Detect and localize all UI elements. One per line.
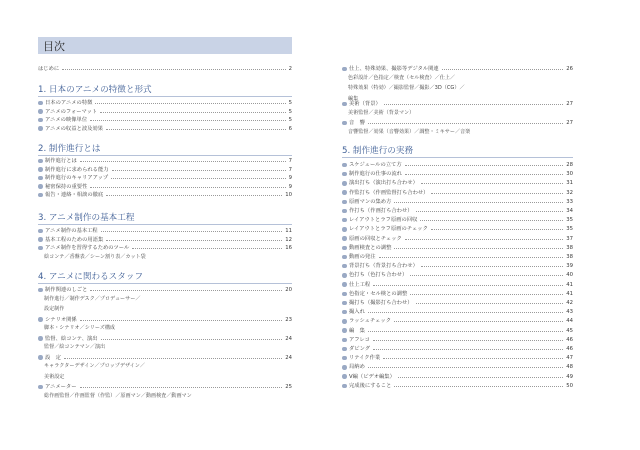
- toc-entry-label: 動画の発注: [349, 254, 376, 260]
- dot-leader: [80, 157, 286, 162]
- toc-entry-page: 24: [285, 335, 292, 342]
- bullet-icon: [342, 121, 347, 126]
- toc-entry[interactable]: [38, 236, 292, 244]
- bullet-icon: [38, 336, 43, 341]
- toc-entry-page: 7: [288, 166, 292, 173]
- toc-sub-entry: 特殊効果（特効）／撮影監督／撮影／3D（CG）／: [348, 85, 465, 91]
- toc-sub-entry: 制作進行／制作デスク／プロデューサー／: [44, 295, 141, 302]
- toc-entry-page: 46: [566, 346, 573, 352]
- bullet-icon: [342, 282, 347, 287]
- bullet-icon: [342, 181, 347, 186]
- section-heading: 3. アニメ制作の基本工程: [38, 212, 292, 225]
- section-heading: 2. 制作進行とは: [38, 143, 292, 156]
- toc-entry-page: 38: [566, 244, 573, 251]
- toc-entry-label: 基本工程のための用語集: [45, 236, 104, 243]
- bullet-icon: [342, 163, 347, 168]
- toc-entry[interactable]: [38, 99, 292, 107]
- toc-entry-page: 23: [285, 316, 292, 323]
- toc-entry[interactable]: [38, 286, 292, 294]
- toc-entry-label: ラッシュチェック: [349, 318, 392, 325]
- toc-entry-page: 28: [566, 162, 573, 168]
- toc-sub-entry: 脚本・シナリオ／シリーズ構成: [44, 325, 116, 331]
- toc-entry-label: 動画検査との調整: [349, 244, 392, 251]
- toc-entry-label: 音 響: [349, 120, 365, 126]
- bullet-icon: [38, 126, 43, 131]
- dot-leader: [100, 108, 285, 113]
- toc-entry-label: 作打ち（作画打ち合わせ）: [349, 208, 413, 214]
- bullet-icon: [342, 255, 347, 260]
- bullet-icon: [342, 246, 347, 251]
- toc-entry-label: リテイク作業: [349, 355, 381, 362]
- toc-entry-label: はじめに: [38, 66, 60, 72]
- toc-entry-label: 美術（背景）: [349, 101, 381, 107]
- dot-leader: [112, 166, 286, 171]
- toc-entry-label: 撮入れ: [349, 309, 365, 316]
- toc-entry-page: 11: [285, 228, 292, 234]
- dot-leader: [101, 335, 283, 340]
- bullet-icon: [342, 67, 347, 72]
- dot-leader: [111, 174, 285, 179]
- toc-entry-label: アニメの映像単位: [45, 117, 88, 123]
- bullet-icon: [38, 246, 43, 251]
- toc-entry-page: 31: [566, 180, 573, 187]
- toc-title: 目次: [43, 40, 65, 53]
- toc-entry-label: 日本のアニメの特徴: [45, 100, 93, 106]
- toc-entry-page: 5: [288, 108, 292, 115]
- toc-sub-entry: 色彩設計／色指定／検査（セル検査）／仕上／: [348, 74, 455, 81]
- toc-entry-label: 仕上、特殊効果、撮影等デジタル関連: [349, 66, 439, 72]
- toc-entry-page: 9: [288, 183, 292, 190]
- toc-entry-page: 41: [566, 281, 573, 288]
- dot-leader: [373, 345, 563, 350]
- toc-sub-entry: 美術設定: [44, 373, 65, 380]
- toc-entry-label: レイアウトとラフ原画のチェック: [349, 226, 428, 233]
- bullet-icon: [38, 101, 43, 106]
- dot-leader: [95, 99, 285, 104]
- toc-entry-page: 20: [285, 287, 292, 293]
- toc-entry-page: 27: [566, 120, 573, 126]
- dot-leader: [106, 191, 282, 196]
- section-heading: 4. アニメに関わるスタッフ: [38, 271, 292, 284]
- toc-entry-page: 40: [566, 272, 573, 279]
- toc-entry-page: 10: [285, 192, 292, 198]
- toc-entry[interactable]: [342, 179, 573, 187]
- dot-leader: [384, 100, 563, 105]
- toc-entry-page: 25: [285, 384, 292, 390]
- toc-entry-label: 報告・連絡・相談の徹底: [45, 192, 104, 198]
- toc-entry[interactable]: [342, 354, 573, 362]
- dot-leader: [394, 198, 563, 203]
- toc-entry-label: 設 定: [45, 354, 61, 361]
- toc-entry-page: 2: [288, 66, 292, 72]
- dot-leader: [90, 183, 285, 188]
- bullet-icon: [342, 374, 347, 379]
- toc-entry-page: 38: [566, 254, 573, 260]
- dot-leader: [410, 290, 563, 295]
- toc-entry[interactable]: [342, 345, 573, 353]
- bullet-icon: [342, 384, 347, 389]
- bullet-icon: [342, 190, 347, 195]
- toc-entry-page: 39: [566, 263, 573, 270]
- dot-leader: [405, 170, 563, 175]
- bullet-icon: [38, 167, 43, 172]
- toc-entry[interactable]: [38, 108, 292, 116]
- dot-leader: [383, 354, 563, 359]
- toc-sub-entry: 設定制作: [44, 306, 65, 312]
- dot-leader: [106, 236, 282, 241]
- toc-entry[interactable]: [38, 116, 292, 124]
- bullet-icon: [342, 218, 347, 223]
- dot-leader: [394, 317, 563, 322]
- toc-entry-page: 26: [566, 66, 573, 72]
- toc-entry[interactable]: [342, 244, 573, 252]
- toc-entry[interactable]: [342, 216, 573, 224]
- toc-entry[interactable]: [342, 253, 573, 261]
- toc-entry-page: 43: [566, 309, 573, 316]
- toc-entry[interactable]: [342, 207, 573, 215]
- dot-leader: [421, 262, 563, 267]
- bullet-icon: [342, 347, 347, 352]
- toc-entry-page: 35: [566, 226, 573, 233]
- dot-leader: [405, 235, 563, 240]
- bullet-icon: [342, 236, 347, 241]
- toc-entry[interactable]: [38, 227, 292, 235]
- bullet-icon: [38, 193, 43, 198]
- toc-entry-page: 45: [566, 327, 573, 334]
- dot-leader: [410, 271, 563, 276]
- dot-leader: [431, 225, 563, 230]
- bullet-icon: [342, 102, 347, 107]
- bullet-icon: [342, 264, 347, 269]
- dot-leader: [90, 286, 282, 291]
- dot-leader: [373, 281, 563, 286]
- bullet-icon: [342, 227, 347, 232]
- toc-entry-label: シナリオ関係: [45, 316, 77, 323]
- toc-entry-page: 41: [566, 290, 573, 297]
- toc-entry-page: 7: [288, 158, 292, 164]
- toc-entry-label: アニメ制作の基本工程: [45, 228, 98, 234]
- bullet-icon: [38, 176, 43, 181]
- toc-entry[interactable]: [38, 174, 292, 182]
- toc-entry[interactable]: [38, 191, 292, 199]
- toc-entry-page: 44: [566, 318, 573, 325]
- toc-entry-label: 演出打ち（演出打ち合わせ）: [349, 180, 418, 187]
- dot-leader: [405, 161, 564, 166]
- bullet-icon: [38, 317, 43, 322]
- dot-leader: [132, 244, 282, 249]
- toc-entry[interactable]: [342, 235, 573, 243]
- bullet-icon: [342, 356, 347, 361]
- toc-entry-label: 原画の回収とチェック: [349, 235, 402, 242]
- toc-entry-page: 9: [288, 175, 292, 181]
- bullet-icon: [342, 310, 347, 315]
- toc-entry-page: 50: [566, 382, 573, 389]
- bullet-icon: [342, 328, 347, 333]
- toc-entry-label: 完成後にすること: [349, 382, 392, 389]
- toc-entry-label: 仕上工程: [349, 281, 371, 288]
- dot-leader: [442, 65, 564, 70]
- toc-entry[interactable]: [342, 100, 573, 108]
- toc-entry[interactable]: [342, 262, 573, 270]
- toc-entry-page: 35: [566, 217, 573, 224]
- toc-entry-label: 撮打ち（撮影打ち合わせ）: [349, 300, 413, 306]
- toc-entry-page: 6: [288, 125, 292, 132]
- toc-entry-label: スケジュールの立て方: [349, 162, 402, 168]
- toc-entry-page: 30: [566, 171, 573, 178]
- bullet-icon: [342, 292, 347, 297]
- bullet-icon: [342, 273, 347, 278]
- toc-entry[interactable]: [342, 225, 573, 233]
- toc-sub-entry: 音響監督／効果（音響効果）／調整・ミキサー／音楽: [348, 128, 471, 135]
- dot-leader: [368, 327, 563, 332]
- bullet-icon: [342, 319, 347, 324]
- dot-leader: [394, 382, 563, 387]
- bullet-icon: [342, 200, 347, 205]
- toc-entry[interactable]: [342, 299, 573, 307]
- dot-leader: [420, 216, 563, 221]
- dot-leader: [64, 354, 282, 359]
- dot-leader: [431, 189, 563, 194]
- toc-entry-label: アニメーター: [45, 384, 77, 390]
- toc-entry[interactable]: [342, 382, 573, 390]
- dot-leader: [416, 299, 564, 304]
- toc-entry[interactable]: [342, 170, 573, 178]
- toc-entry[interactable]: [38, 244, 292, 252]
- toc-entry-label: 制作進行とは: [45, 158, 77, 164]
- toc-entry-page: 27: [566, 101, 573, 107]
- toc-entry[interactable]: [342, 373, 573, 381]
- bullet-icon: [38, 109, 43, 114]
- toc-sub-entry: 美術監督／美術（背景マン）: [348, 109, 415, 116]
- dot-leader: [90, 116, 286, 121]
- toc-entry[interactable]: [342, 308, 573, 316]
- toc-entry-label: 色打ち（色打ち合わせ）: [349, 272, 408, 279]
- section-heading: 5. 制作進行の実務: [342, 145, 573, 158]
- toc-entry-label: 監督、絵コンテ、演出: [45, 335, 98, 342]
- toc-entry[interactable]: [38, 316, 292, 324]
- bullet-icon: [342, 172, 347, 177]
- bullet-icon: [38, 237, 43, 242]
- toc-entry-page: 42: [566, 300, 573, 306]
- toc-entry-label: 色指定・セル検との調整: [349, 290, 408, 297]
- toc-entry-label: 秘密保持の重要性: [45, 183, 88, 190]
- dot-leader: [368, 308, 563, 313]
- toc-entry[interactable]: [38, 65, 292, 73]
- toc-entry-label: 局納め: [349, 364, 365, 371]
- bullet-icon: [38, 184, 43, 189]
- toc-sub-entry: 監督／絵コンテマン／演出: [44, 344, 106, 350]
- toc-entry-label: 制作進行に求められる能力: [45, 166, 109, 173]
- toc-entry-label: レイアウトとラフ原画の回収: [349, 217, 418, 224]
- dot-leader: [101, 227, 283, 232]
- section-heading: 1. 日本のアニメの特徴と形式: [38, 84, 292, 97]
- toc-entry-page: 34: [566, 208, 573, 214]
- toc-entry[interactable]: [342, 119, 573, 127]
- toc-entry-label: 背景打ち（背景打ち合わせ）: [349, 263, 418, 270]
- toc-entry-page: 48: [566, 364, 573, 371]
- toc-entry-label: 制作進行のキャリアアップ: [45, 175, 109, 181]
- bullet-icon: [38, 355, 43, 360]
- dot-leader: [416, 207, 564, 212]
- toc-entry[interactable]: [38, 125, 292, 133]
- dot-leader: [379, 253, 564, 258]
- toc-entry-label: 編 集: [349, 327, 365, 334]
- toc-sub-entry: 総作画監督／作画監督（作監）／原画マン／動画検査／動画マン: [44, 392, 192, 399]
- toc-entry-page: 49: [566, 373, 573, 380]
- dot-leader: [80, 316, 283, 321]
- toc-entry-label: 原画マンの集め方: [349, 198, 392, 205]
- toc-entry-page: 12: [285, 236, 292, 243]
- toc-entry[interactable]: [38, 335, 292, 343]
- bullet-icon: [342, 301, 347, 306]
- dot-leader: [394, 244, 563, 249]
- toc-title-bar: [38, 37, 292, 54]
- toc-sub-entry: キャラクターデザイン／プロップデザイン／: [44, 363, 145, 369]
- toc-entry[interactable]: [38, 166, 292, 174]
- bullet-icon: [38, 288, 43, 293]
- toc-entry[interactable]: [38, 383, 292, 391]
- toc-entry-page: 16: [285, 245, 292, 251]
- toc-entry[interactable]: [342, 281, 573, 289]
- dot-leader: [368, 119, 563, 124]
- toc-entry-label: V編（ビデオ編集）: [349, 373, 395, 380]
- toc-entry-page: 5: [288, 117, 292, 123]
- toc-entry-page: 46: [566, 336, 573, 343]
- toc-entry-label: アニメ制作を習得するためのツール: [45, 245, 130, 251]
- dot-leader: [368, 363, 563, 368]
- toc-entry-label: 制作関連のしごと: [45, 287, 88, 293]
- dot-leader: [398, 373, 563, 378]
- toc-entry-page: 47: [566, 355, 573, 362]
- dot-leader: [373, 336, 563, 341]
- toc-entry[interactable]: [342, 290, 573, 298]
- toc-entry-page: 24: [285, 354, 292, 361]
- toc-entry-page: 33: [566, 198, 573, 205]
- toc-entry-page: 37: [566, 235, 573, 242]
- toc-entry-label: アニメの収益と波及効果: [45, 125, 104, 132]
- toc-entry-page: 5: [288, 100, 292, 106]
- bullet-icon: [38, 385, 43, 390]
- toc-entry-label: アフレコ: [349, 336, 370, 343]
- dot-leader: [106, 125, 286, 130]
- toc-entry[interactable]: [38, 157, 292, 165]
- toc-entry[interactable]: [342, 271, 573, 279]
- toc-entry[interactable]: [342, 198, 573, 206]
- toc-entry[interactable]: [38, 354, 292, 362]
- toc-entry-label: ダビング: [349, 346, 371, 352]
- toc-sub-entry: 編集: [348, 95, 359, 102]
- dot-leader: [421, 179, 563, 184]
- bullet-icon: [342, 209, 347, 214]
- bullet-icon: [38, 118, 43, 123]
- toc-entry-page: 32: [566, 189, 573, 196]
- toc-entry[interactable]: [342, 65, 573, 73]
- bullet-icon: [342, 365, 347, 370]
- toc-entry[interactable]: [342, 317, 573, 325]
- toc-sub-entry: 絵コンテ／香盤表／シーン割り表／カット袋: [44, 253, 146, 260]
- bullet-icon: [342, 338, 347, 343]
- toc-entry[interactable]: [342, 189, 573, 197]
- toc-entry-label: 作監打ち（作画監督打ち合わせ）: [349, 189, 429, 196]
- dot-leader: [80, 383, 283, 388]
- dot-leader: [62, 65, 285, 70]
- bullet-icon: [38, 229, 43, 234]
- toc-entry[interactable]: [342, 363, 573, 371]
- toc-entry[interactable]: [342, 161, 573, 169]
- toc-entry[interactable]: [342, 336, 573, 344]
- bullet-icon: [38, 159, 43, 164]
- toc-entry[interactable]: [38, 183, 292, 191]
- toc-entry-label: アニメのフォーマット: [45, 108, 98, 115]
- toc-entry-label: 制作進行の仕事の流れ: [349, 171, 402, 178]
- toc-entry[interactable]: [342, 327, 573, 335]
